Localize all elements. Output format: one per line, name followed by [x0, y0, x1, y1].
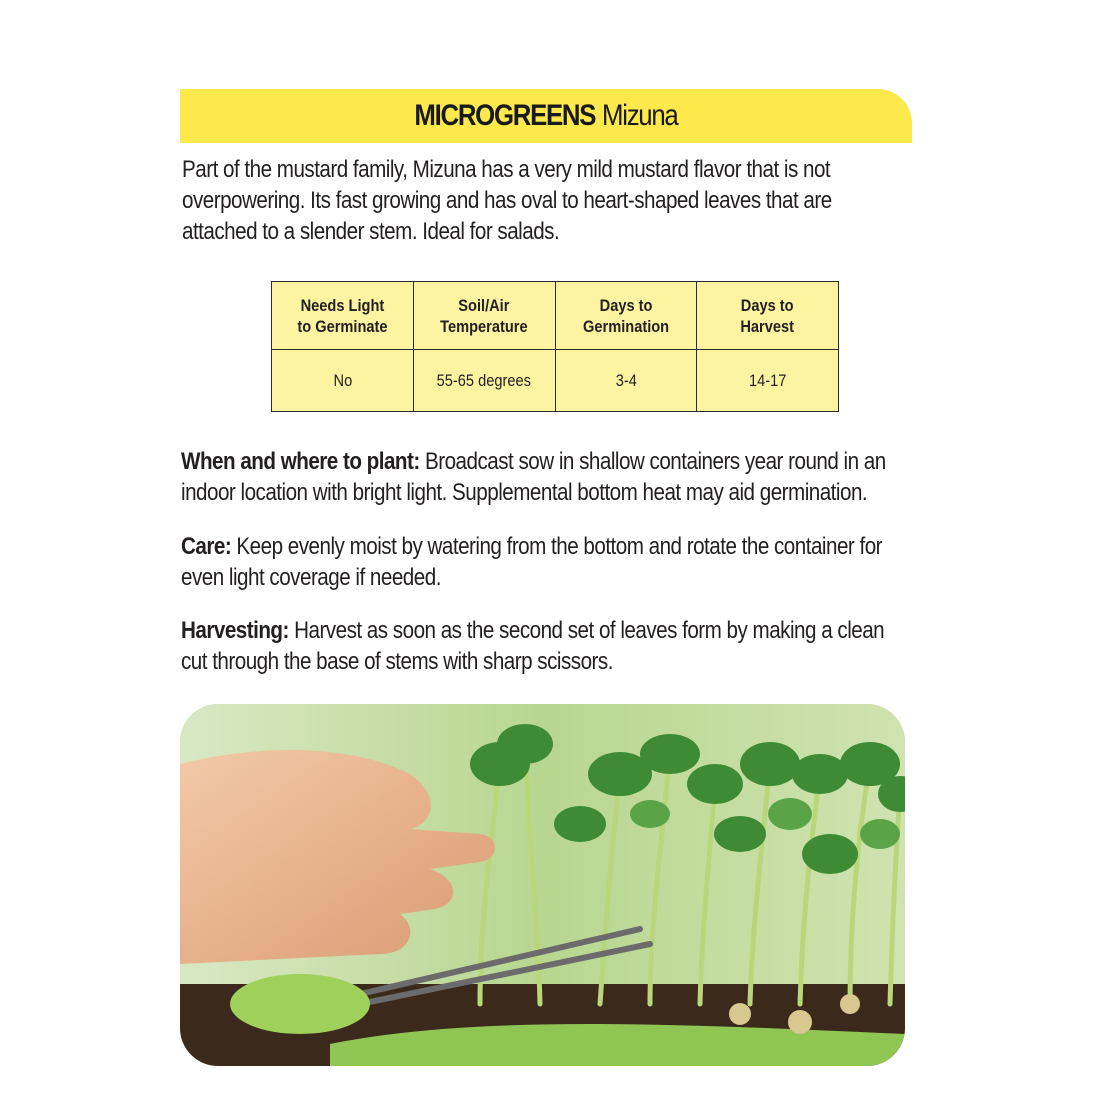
harvest-photo	[180, 704, 905, 1066]
section-text: Keep evenly moist by watering from the bottom and rotate the container for even light coverage if needed.	[181, 533, 883, 591]
section-harvesting	[181, 615, 912, 677]
header-needs-light: Needs Light to Germinate	[272, 282, 414, 350]
intro-paragraph: Part of the mustard family, Mizuna has a very mild mustard flavor that is not overpowering. Its fast growing and has oval to heart-shaped leaves that are attached to a slender stem. Ideal for salads.	[182, 156, 832, 245]
harvest-illustration	[180, 704, 905, 1066]
header-days-germination: Days to Germination	[555, 282, 697, 350]
value-days-harvest: 14-17	[697, 350, 839, 412]
page-title	[414, 99, 677, 133]
section-label: Care:	[181, 533, 232, 560]
header-temperature: Soil/Air Temperature	[413, 282, 555, 350]
section-label: When and where to plant:	[181, 448, 420, 475]
value-needs-light: No	[272, 350, 414, 412]
header-banner	[180, 89, 912, 143]
value-days-germination: 3-4	[555, 350, 697, 412]
section-text: Broadcast sow in shallow containers year round in an indoor location with bright light. Supplemental bottom heat may aid germination.	[181, 448, 886, 506]
value-temperature: 55-65 degrees	[413, 350, 555, 412]
section-when-where	[181, 446, 912, 508]
table-row	[272, 350, 839, 412]
title-variety: Mizuna	[602, 99, 678, 132]
header-days-harvest: Days to Harvest	[697, 282, 839, 350]
title-strong: MICROGREENS	[414, 99, 596, 132]
growing-info-table	[271, 281, 839, 412]
section-text: Harvest as soon as the second set of leaves form by making a clean cut through the base of stems with sharp scissors.	[181, 617, 885, 675]
section-label: Harvesting:	[181, 617, 289, 644]
table-header-row	[272, 282, 839, 350]
section-care	[181, 531, 912, 593]
